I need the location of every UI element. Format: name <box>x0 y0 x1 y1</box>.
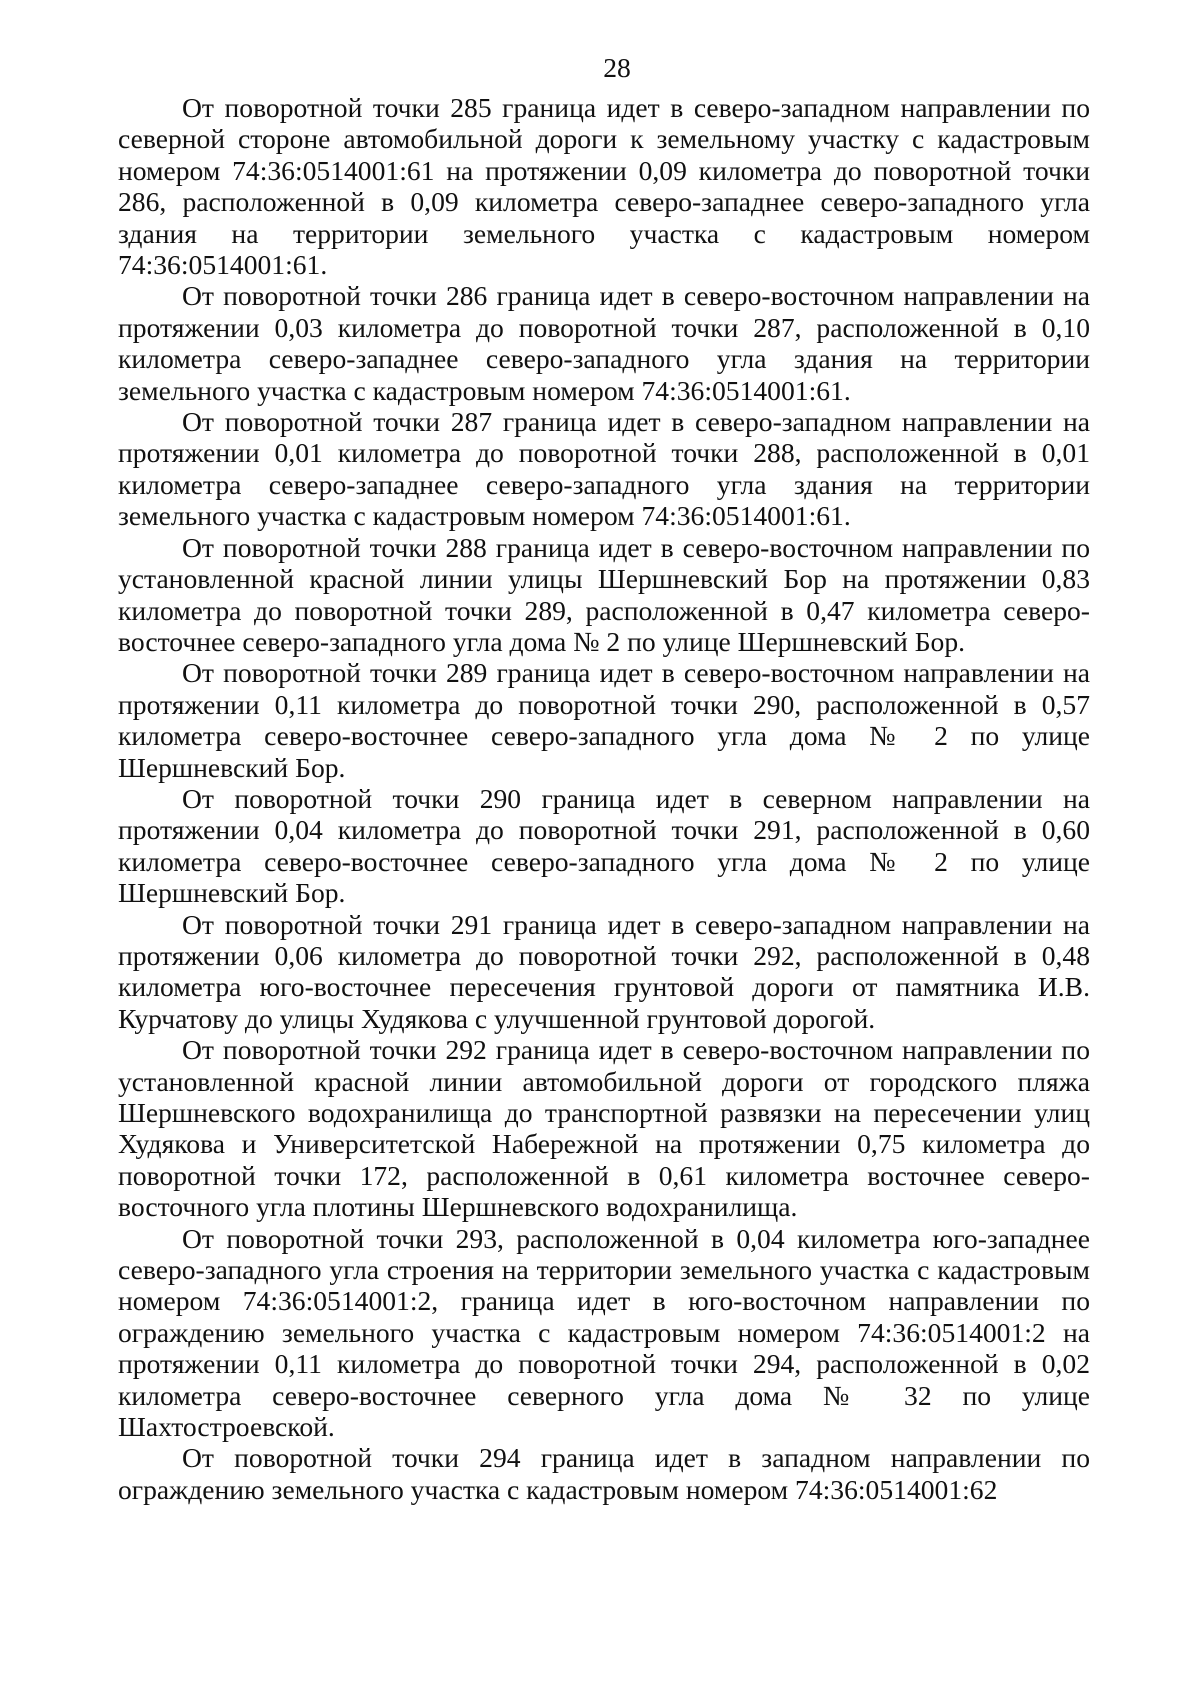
document-page <box>118 52 1090 1505</box>
paragraph-point-290: От поворотной точки 290 граница идет в северном направлении на протяжении 0,04 километра до поворотной точки 291, расположенной в 0,60 километра северо-восточнее северо-западного угла дома № 2 по улице Шершневский Бор. <box>118 782 1090 909</box>
paragraph-point-294: От поворотной точки 294 граница идет в западном направлении по ограждению земельного участка с кадастровым номером 74:36:0514001:62 <box>118 1442 1090 1505</box>
paragraph-point-288: От поворотной точки 288 граница идет в северо-восточном направлении по установленной красной линии улицы Шершневский Бор на протяжении 0,83 километра до поворотной точки 289, расположенной в 0,47 километра северо-восточнее северо-западного угла дома № 2 по улице Шершневский Бор. <box>118 531 1090 657</box>
page-number: 28 <box>603 52 631 83</box>
paragraph-point-286: От поворотной точки 286 граница идет в северо-восточном направлении на протяжении 0,03 километра до поворотной точки 287, расположенной в 0,10 километра северо-западнее северо-западного угла здания на территории земельного участка с кадастровым номером 74:36:0514001:61. <box>118 280 1090 406</box>
paragraph-point-287: От поворотной точки 287 граница идет в северо-западном направлении на протяжении 0,01 километра до поворотной точки 288, расположенной в 0,01 километра северо-западнее северо-западного угла здания на территории земельного участка с кадастровым номером 74:36:0514001:61. <box>118 406 1090 532</box>
paragraph-point-292: От поворотной точки 292 граница идет в северо-восточном направлении по установленной красной линии автомобильной дороги от городского пляжа Шершневского водохранилища до транспортной развязки на пересечении улиц Худякова и Университетской Набережной на протяжении 0,75 километра до поворотной точки 172, расположенной в 0,61 километра восточнее северо-восточного угла плотины Шершневского водохранилища. <box>118 1034 1090 1223</box>
paragraph-point-289: От поворотной точки 289 граница идет в северо-восточном направлении на протяжении 0,11 километра до поворотной точки 290, расположенной в 0,57 километра северо-восточнее северо-западного угла дома № 2 по улице Шершневский Бор. <box>118 657 1090 783</box>
paragraph-point-285: От поворотной точки 285 граница идет в северо-западном направлении по северной стороне автомобильной дороги к земельному участку с кадастровым номером 74:36:0514001:61 на протяжении 0,09 километра до поворотной точки 286, расположенной в 0,09 километра северо-западнее северо-западного угла здания на территории земельного участка с кадастровым номером 74:36:0514001:61. <box>118 92 1090 281</box>
paragraph-point-291: От поворотной точки 291 граница идет в северо-западном направлении на протяжении 0,06 километра до поворотной точки 292, расположенной в 0,48 километра юго-восточнее пересечения грунтовой дороги от памятника И.В. Курчатову до улицы Худякова с улучшенной грунтовой дорогой. <box>118 908 1090 1034</box>
paragraph-point-293: От поворотной точки 293, расположенной в 0,04 километра юго-западнее северо-западного угла строения на территории земельного участка с кадастровым номером 74:36:0514001:2, граница идет в юго-восточном направлении по ограждению земельного участка с кадастровым номером 74:36:0514001:2 на протяжении 0,11 километра до поворотной точки 294, расположенной в 0,02 километра северо-восточнее северного угла дома № 32 по улице Шахтостроевской. <box>118 1222 1090 1443</box>
